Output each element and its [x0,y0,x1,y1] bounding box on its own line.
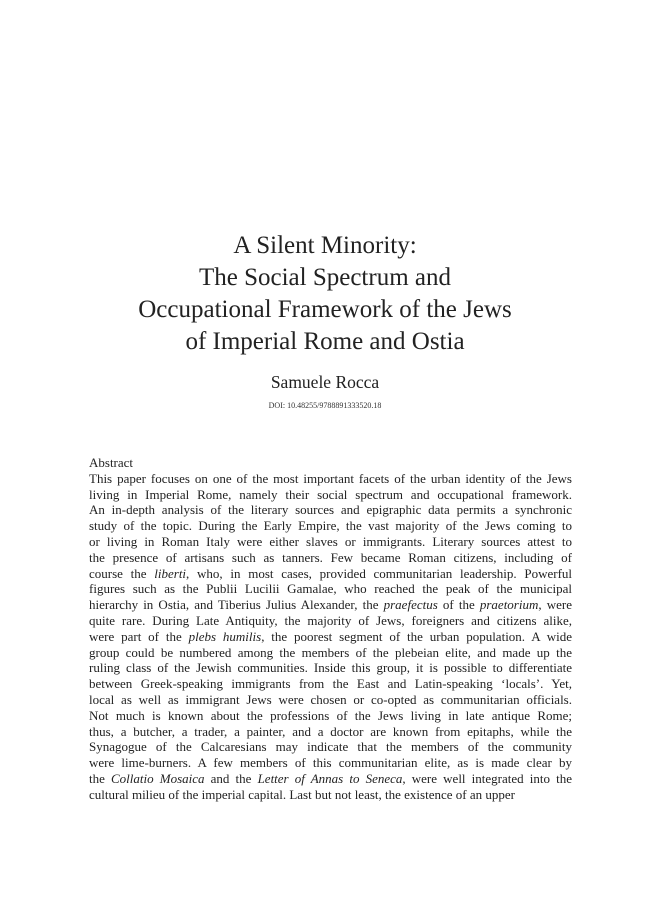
abstract-line [89,676,572,692]
abstract-text: cultural milieu of the imperial capital. Last but not least, the existence of an upper [89,786,515,802]
abstract-line [89,692,572,708]
abstract-text: the presence of artisans such as tanners. Few became Roman citizens, including of [89,549,572,565]
abstract-line [89,739,572,755]
abstract-text: quite rare. During Late Antiquity, the majority of Jews, foreigners and citizens alike, [89,612,572,628]
abstract-italic-term: praetorium [479,597,539,613]
abstract-line [89,771,572,787]
abstract-line [89,708,572,724]
abstract-text: of the [437,597,480,613]
abstract-text: and the [204,770,258,786]
abstract-text: local as well as immigrant Jews were chosen or co-opted as communitarian officials. [89,691,572,707]
title-line-1: A Silent Minority: [233,232,417,259]
abstract-italic-term: plebs humilis [188,628,262,644]
abstract-line [89,613,572,629]
abstract-text: This paper focuses on one of the most important facets of the urban identity of the Jews [89,470,572,486]
abstract-line [89,487,572,503]
abstract-line [89,550,572,566]
abstract-heading: Abstract [89,455,134,470]
abstract-line [89,645,572,661]
abstract-line [89,755,572,771]
title-line-4: of Imperial Rome and Ostia [185,328,465,355]
abstract-text: living in Imperial Rome, namely their social spectrum and occupational framework. [89,486,572,502]
abstract-text: figures such as the Publii Lucilii Gamalae, who reached the peak of the municipal [89,581,572,597]
paper-title [0,230,650,358]
abstract-text: between Greek-speaking immigrants from the East and Latin-speaking ‘locals’. Yet, [89,676,572,692]
abstract-text: An in-depth analysis of the literary sources and epigraphic data permits a synchronic [89,502,572,518]
abstract-line [89,534,572,550]
abstract-text: thus, a butcher, a trader, a painter, and a doctor are known from epitaphs, while the [89,723,572,739]
doi-text: DOI: 10.48255/9788891333520.18 [268,401,382,410]
abstract-italic-term: liberti [154,565,187,581]
abstract-text: , the poorest segment of the urban population. A wide [261,628,572,644]
title-line-3: Occupational Framework of the Jews [138,296,512,323]
title-line-2: The Social Spectrum and [198,264,451,291]
abstract-line [89,566,572,582]
author-name: Samuele Rocca [270,372,380,392]
abstract-text: or living in Roman Italy were either slaves or immigrants. Literary sources attest to [89,533,572,549]
abstract-body [89,471,572,803]
abstract-line [89,502,572,518]
abstract-line [89,660,572,676]
abstract-line [89,471,572,487]
abstract-text: , who, in most cases, provided communitarian leadership. Powerful [186,565,572,581]
abstract-text: Synagogue of the Calcaresians may indicate that the members of the community [89,739,572,755]
abstract-text: were lime-burners. A few members of this communitarian elite, as is made clear by [89,755,572,771]
abstract-text: hierarchy in Ostia, and Tiberius Julius Alexander, the [89,597,384,613]
abstract-text: study of the topic. During the Early Empire, the vast majority of the Jews coming to [89,518,572,534]
abstract-text: the [89,770,112,786]
abstract-line [89,724,572,740]
abstract-italic-term: Collatio Mosaica [111,770,205,786]
abstract-text: were part of the [89,628,189,644]
abstract-line [89,787,572,803]
abstract-italic-term: Letter of Annas to Seneca [257,770,403,786]
abstract-line [89,518,572,534]
abstract-text: group could be numbered among the members of the plebeian elite, and made up the [89,644,572,660]
abstract-text: ruling class of the Jewish communities. Inside this group, it is possible to differentiate [89,660,572,676]
abstract-line [89,629,572,645]
abstract-section [89,455,572,803]
abstract-text: , were well integrated into the [402,770,572,786]
abstract-line [89,581,572,597]
abstract-text: course the [89,565,155,581]
abstract-text: Not much is known about the professions of the Jews living in late antique Rome; [89,707,572,723]
abstract-text: , were [538,597,572,613]
abstract-italic-term: praefectus [383,597,438,613]
abstract-line [89,597,572,613]
